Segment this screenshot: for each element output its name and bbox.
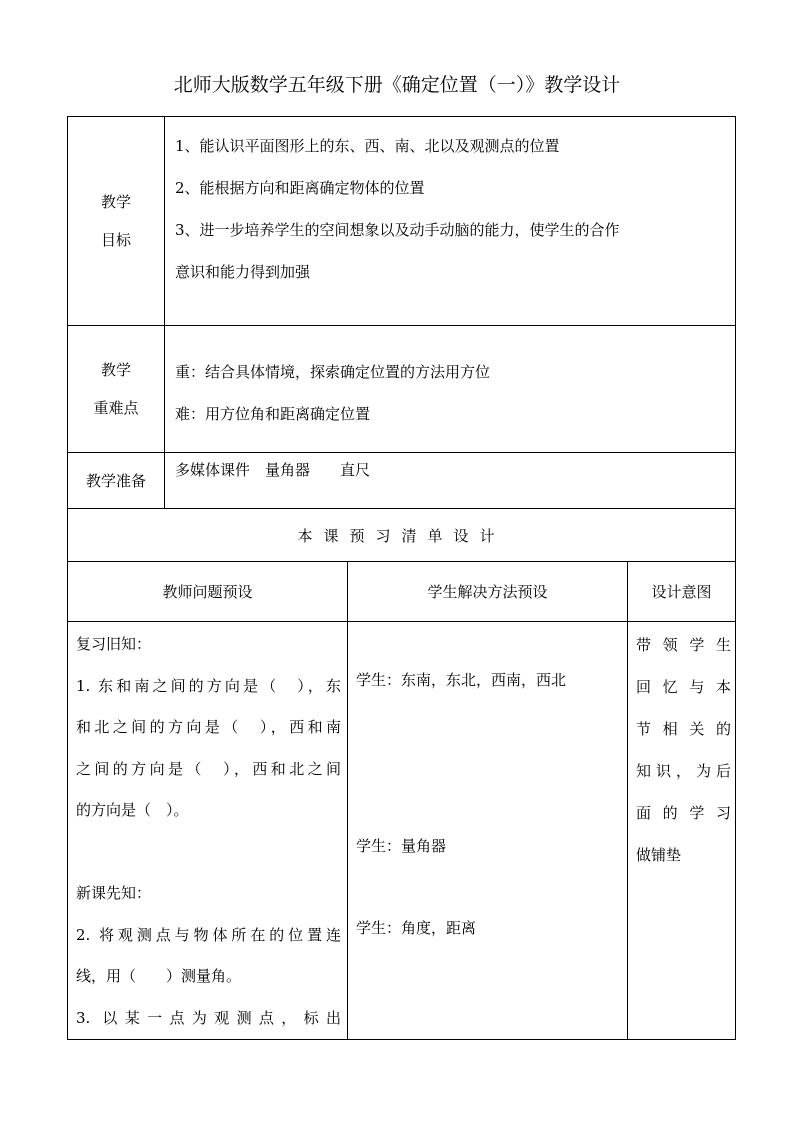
student-line: 学生：量角器 [356, 836, 447, 855]
teacher-line: 2. 将观测点与物体所在的位置连 [76, 925, 341, 944]
intent-line: 做铺垫 [636, 846, 682, 864]
column-header-student: 学生解决方法预设 [348, 562, 628, 622]
student-methods-cell [348, 622, 628, 1040]
preview-content-row [68, 622, 736, 1040]
objectives-label: 教学 目标 [68, 117, 165, 326]
teacher-line: 3. 以某一点为观测点，标出 [76, 1008, 341, 1027]
preview-banner-row [68, 509, 736, 562]
column-header-teacher: 教师问题预设 [68, 562, 348, 622]
teacher-line: 的方向是（ ）。 [76, 801, 189, 819]
student-line: 学生：角度，距离 [356, 919, 477, 937]
teacher-line: 新课先知： [76, 884, 152, 902]
student-line: 学生：东南，东北，西南，西北 [356, 671, 567, 689]
intent-line: 节相关的 [636, 720, 732, 738]
teacher-questions-cell [68, 622, 348, 1040]
lesson-plan-table [67, 116, 736, 1040]
teacher-line-blank [76, 832, 341, 874]
objective-item: 3、进一步培养学生的空间想象以及动手动脑的能力，使学生的合作 [175, 221, 620, 239]
teacher-line: 复习旧知： [76, 635, 152, 653]
preparation-row [68, 453, 736, 509]
design-intent-cell [628, 622, 736, 1040]
preparation-label: 教学准备 [68, 453, 165, 509]
preview-banner: 本课预习清单设计 [68, 509, 736, 562]
teacher-line: 之间的方向是（ ），西和北之间 [76, 759, 341, 778]
objectives-content [165, 117, 736, 326]
objectives-row [68, 117, 736, 326]
teacher-line: 和北之间的方向是（ ），西和南 [76, 718, 341, 736]
key-points-label: 教学 重难点 [68, 326, 165, 453]
teacher-line: 线，用（ ）测量角。 [76, 967, 242, 985]
key-points-content [165, 326, 736, 453]
intent-line: 知识，为后 [636, 762, 732, 780]
objective-item: 1、能认识平面图形上的东、西、南、北以及观测点的位置 [175, 137, 560, 155]
preparation-text: 多媒体课件 量角器 直尺 [175, 461, 371, 479]
key-point-text: 重：结合具体情境，探索确定位置的方法用方位 [175, 363, 491, 381]
objective-item: 2、能根据方向和距离确定物体的位置 [175, 179, 425, 197]
teacher-line: 1. 东和南之间的方向是（ ），东 [76, 676, 341, 695]
key-points-row [68, 326, 736, 453]
difficult-point-text: 难：用方位角和距离确定位置 [175, 405, 371, 423]
preparation-content [165, 453, 736, 509]
preview-header-row [68, 562, 736, 622]
document-title: 北师大版数学五年级下册《确定位置（一）》教学设计 [173, 74, 621, 96]
objective-item: 意识和能力得到加强 [175, 263, 311, 281]
intent-line: 带领学生 [636, 636, 732, 654]
column-header-intent: 设计意图 [628, 562, 736, 622]
intent-line: 面的学习 [636, 804, 732, 822]
intent-line: 回忆与本 [636, 678, 732, 696]
